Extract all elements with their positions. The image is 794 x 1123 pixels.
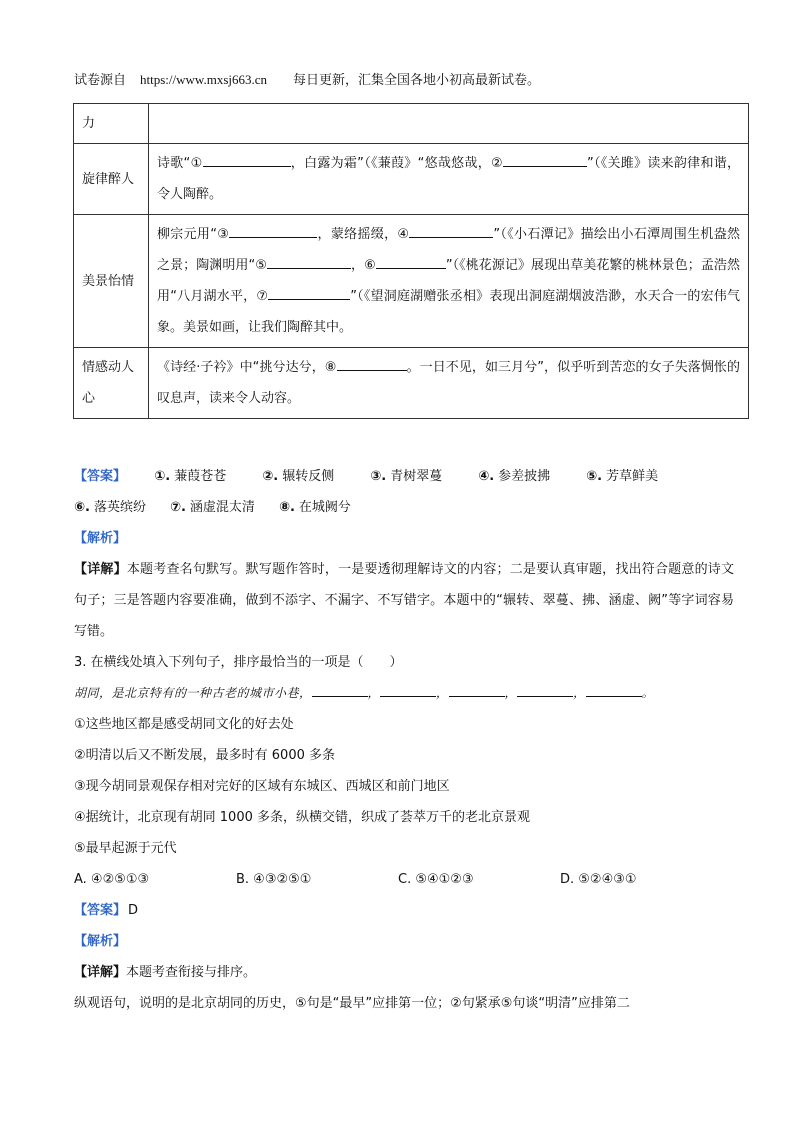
table-row — [74, 144, 749, 215]
sentence-item: ①这些地区都是感受胡同文化的好去处 — [74, 717, 294, 732]
header-left-text: 试卷源自 — [74, 73, 127, 88]
answer-line-2 — [74, 492, 734, 523]
sentence-item: ③现今胡同景观保存相对完好的区域有东城区、西城区和前门地区 — [74, 779, 450, 794]
answer-item: ④. 参差披拂 — [478, 469, 551, 484]
answer-value: D — [128, 903, 139, 918]
fill-blank — [337, 353, 407, 371]
table-row — [74, 348, 749, 419]
analysis-tag: 【解析】 — [74, 531, 127, 546]
answer-item: ⑧. 在城阙兮 — [278, 500, 351, 515]
text-segment: ，蒙络摇缀，④ — [317, 227, 410, 242]
question-stem: 3. 在横线处填入下列句子，排序最恰当的一项是（ ） — [74, 655, 403, 670]
question-passage: 胡同，是北京特有的一种古老的城市小巷， ， ， ， ， 。 — [74, 678, 734, 709]
answer-item: ①. 蒹葭苍苍 — [154, 469, 227, 484]
poem-table — [73, 103, 749, 419]
row-content — [149, 348, 749, 419]
option-d[interactable]: D. ⑤②④③① — [560, 872, 637, 887]
answer-line-3 — [74, 895, 734, 926]
answer-item: ⑦. 涵虚混太清 — [169, 500, 255, 515]
answer-section — [74, 461, 734, 1019]
answer-line-1 — [74, 461, 734, 492]
fill-blank — [380, 679, 436, 697]
fill-blank — [268, 282, 350, 300]
answer-item: ⑤. 芳草鲜美 — [586, 469, 659, 484]
text-segment: ”（《小石潭记》描绘出小石潭周围生机盎然之景；陶渊明用“⑤ — [157, 227, 741, 273]
passage-text: 胡同，是北京特有的一种古老的城市小巷， — [74, 686, 312, 700]
option-c[interactable]: C. ⑤④①②③ — [398, 872, 474, 887]
row-label: 力 — [74, 104, 149, 144]
detail-text: 本题考查名句默写。默写题作答时，一是要透彻理解诗文的内容；二是要认真审题，找出符合题意的诗文句子；三是答题内容要准确，做到不添字、不漏字、不写错字。本题中的“辗转、翠蔓、拂、涵虚、阙”等字词容易写错。 — [74, 562, 734, 639]
analysis-tag: 【解析】 — [74, 934, 127, 949]
header-site-link[interactable]: https://www.mxsj663.cn — [140, 72, 268, 87]
row-content — [149, 144, 749, 215]
fill-blank — [409, 220, 493, 238]
text-segment: 柳宗元用“③ — [157, 227, 230, 242]
sentence-item: ②明清以后又不断发展，最多时有 6000 多条 — [74, 748, 336, 763]
text-segment: ，白露为霜”（《蒹葭》“悠哉悠哉，② — [290, 156, 503, 171]
row-content — [149, 104, 749, 144]
fill-blank — [503, 149, 587, 167]
analysis-tag-line — [74, 926, 734, 957]
sentence-item: ④据统计，北京现有胡同 1000 多条，纵横交错，织成了荟萃万千的老北京景观 — [74, 810, 531, 825]
text-segment: 《诗经·子衿》中“挑兮达兮，⑧ — [157, 360, 337, 375]
text-segment: ”（《望洞庭湖赠张丞相》表现出洞庭湖烟波浩渺，水天合一的宏伟气象。美景如画，让我们陶醉其中。 — [157, 289, 740, 335]
row-content — [149, 215, 749, 348]
page-header — [74, 71, 734, 90]
detail-tag: 【详解】 — [74, 562, 127, 577]
fill-blank — [449, 679, 505, 697]
detail-text: 本题考查衔接与排序。 — [126, 965, 257, 980]
fill-blank — [517, 679, 573, 697]
text-segment: ”（《关雎》读来韵律和谐，令人陶醉。 — [157, 156, 741, 202]
header-right-text: 每日更新，汇集全国各地小初高最新试卷。 — [293, 73, 541, 88]
row-label: 美景怡情 — [74, 215, 149, 348]
row-label: 旋律醉人 — [74, 144, 149, 215]
fill-blank — [586, 679, 642, 697]
answer-item: ⑥. 落英缤纷 — [74, 500, 146, 515]
answer-tag: 【答案】 — [74, 469, 127, 484]
option-a[interactable]: A. ④②⑤①③ — [74, 872, 150, 887]
fill-blank — [203, 149, 291, 167]
analysis-detail — [74, 957, 734, 988]
answer-item: ②. 辗转反侧 — [262, 469, 335, 484]
analysis-last-line: 纵观语句，说明的是北京胡同的历史，⑤句是“最早”应排第一位；②句紧承⑤句谈“明清”应排第二 — [74, 996, 630, 1011]
detail-tag: 【详解】 — [74, 965, 127, 980]
fill-blank — [376, 251, 446, 269]
table-row — [74, 215, 749, 348]
analysis-detail — [74, 554, 734, 647]
text-segment: ”（《桃花源记》展现出草美花繁的桃林景色；孟浩然用“八月湖水平，⑦ — [157, 258, 740, 304]
option-b[interactable]: B. ④③②⑤① — [236, 872, 312, 887]
fill-blank — [312, 679, 368, 697]
analysis-tag-line — [74, 523, 734, 554]
text-segment: 诗歌“① — [157, 156, 203, 171]
text-segment: ，⑥ — [350, 258, 376, 273]
table-row — [74, 104, 749, 144]
fill-blank — [229, 220, 317, 238]
fill-blank — [267, 251, 351, 269]
options-row — [74, 864, 734, 895]
answer-item: ③. 青树翠蔓 — [370, 469, 443, 484]
sentence-item: ⑤最早起源于元代 — [74, 841, 177, 856]
row-label: 情感动人心 — [74, 348, 149, 419]
text-segment: 。一日不见，如三月兮”，似乎听到苦恋的女子失落惆怅的叹息声，读来令人动容。 — [157, 360, 740, 406]
answer-tag: 【答案】 — [74, 903, 127, 918]
